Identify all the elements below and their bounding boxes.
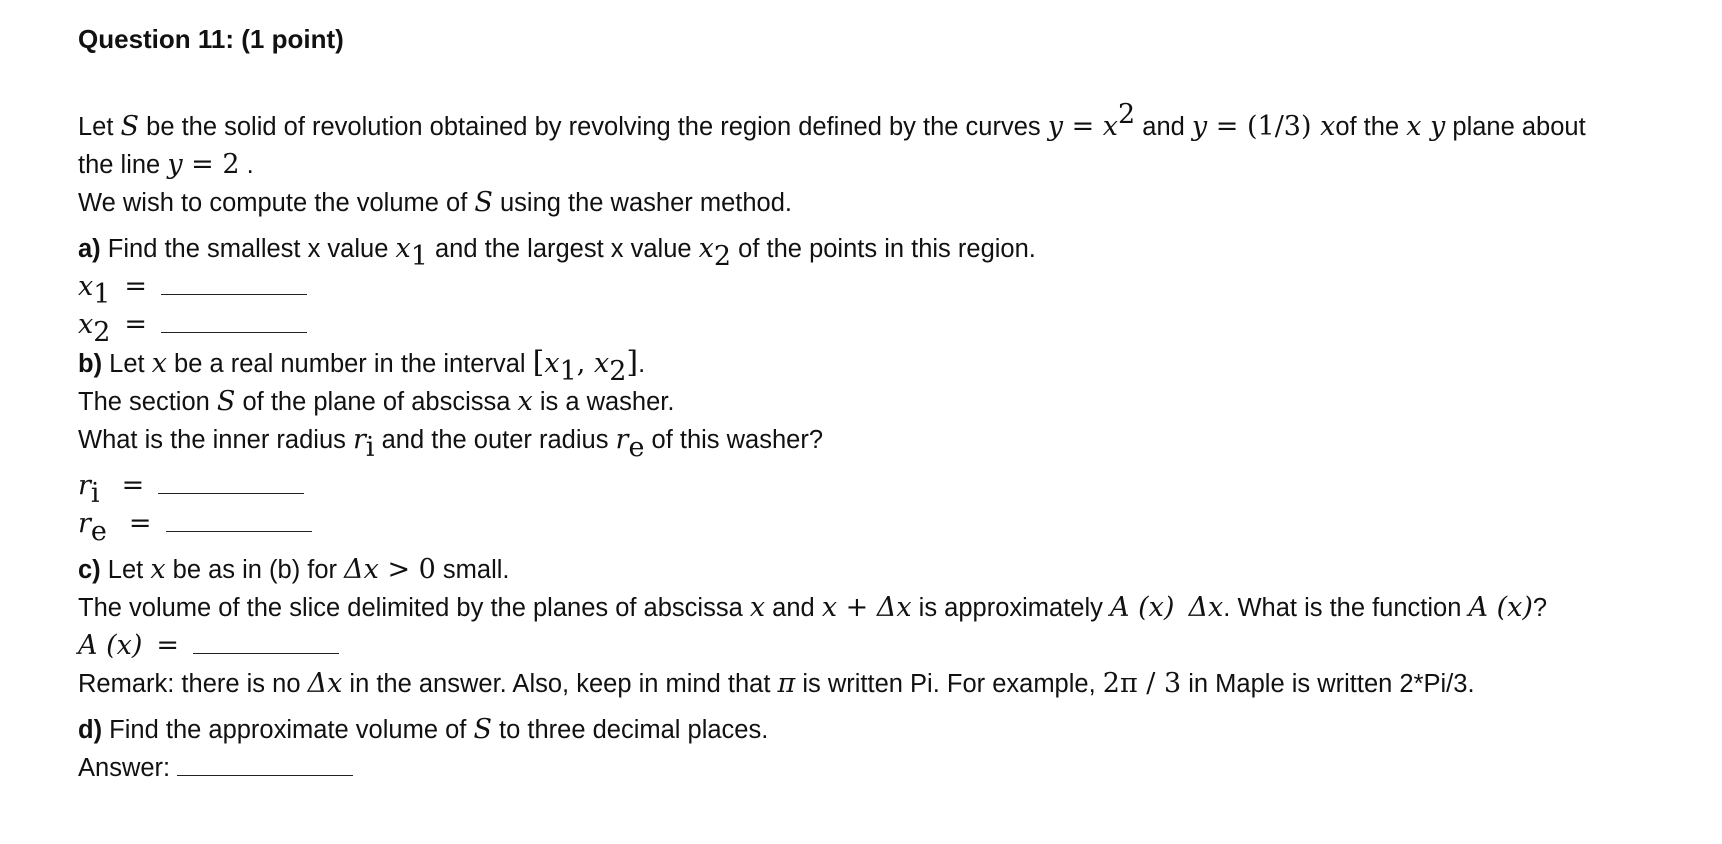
intro-line-2: the line y = 2 . <box>78 149 254 180</box>
question-title: Question 11: (1 point) <box>78 24 344 54</box>
answer-row-A: A (x) = <box>78 627 1698 665</box>
intro-line-1: Let S be the solid of revolution obtained by revolving the region defined by the curves y = x2 and y = (1/3) xof the x y plane about <box>78 99 1586 142</box>
answer-label: Answer: <box>78 754 171 782</box>
part-d-prompt: d) Find the approximate volume of S to three decimal places. <box>78 714 769 745</box>
A-function-answer-field[interactable] <box>193 631 339 654</box>
part-b-radius-question: What is the inner radius ri and the outer radius re of this washer? <box>78 424 824 463</box>
x1-answer-field[interactable] <box>161 272 307 295</box>
answer-row-ri: ri = <box>78 467 1698 505</box>
part-b-section-line: The section S of the plane of abscissa x is a washer. <box>78 386 675 417</box>
intro-line-3: We wish to compute the volume of S using the washer method. <box>78 187 792 218</box>
answer-row-x1: x1 = <box>78 268 1698 306</box>
ri-answer-field[interactable] <box>158 471 304 494</box>
question-page <box>78 22 1698 787</box>
part-c-slice-line: The volume of the slice delimited by the planes of abscissa x and x + Δx is approximately A (x) Δx. What is the function A (x)? <box>78 592 1548 623</box>
part-c-prompt: c) Let x be as in (b) for Δx > 0 small. <box>78 554 510 585</box>
answer-row-volume <box>78 749 1698 787</box>
answer-row-x2: x2 = <box>78 306 1698 344</box>
volume-answer-field[interactable] <box>177 753 353 776</box>
x2-answer-field[interactable] <box>161 310 307 333</box>
answer-row-re: re = <box>78 505 1698 543</box>
part-c-remark: Remark: there is no Δx in the answer. Also, keep in mind that π is written Pi. For example, 2π / 3 in Maple is written 2*Pi/3. <box>78 668 1475 699</box>
re-answer-field[interactable] <box>166 509 312 532</box>
part-b-prompt: b) Let x be a real number in the interval [x1, x2]. <box>78 345 646 387</box>
part-a-prompt: a) Find the smallest x value x1 and the largest x value x2 of the points in this region. <box>78 233 1036 272</box>
